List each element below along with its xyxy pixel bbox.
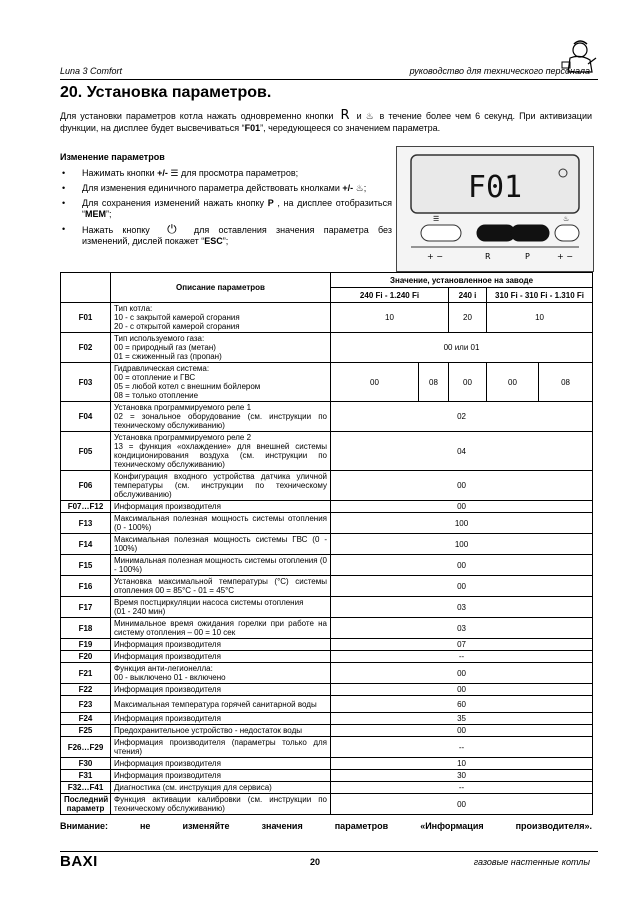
header-blank bbox=[61, 273, 111, 303]
param-value: 07 bbox=[331, 639, 593, 651]
param-value: 00 bbox=[449, 363, 487, 402]
param-value: 00 bbox=[331, 363, 419, 402]
param-description: Информация производителя bbox=[111, 713, 331, 725]
param-code: F30 bbox=[61, 758, 111, 770]
param-value: 100 bbox=[331, 534, 593, 555]
param-code: F05 bbox=[61, 432, 111, 471]
param-description: Информация производителя bbox=[111, 684, 331, 696]
table-row bbox=[61, 782, 593, 794]
param-code: F14 bbox=[61, 534, 111, 555]
p-button bbox=[511, 225, 549, 241]
param-description: Минимальная полезная мощность системы отопления (0 - 100%) bbox=[111, 555, 331, 576]
param-description: Время постциркуляции насоса системы отопления (01 - 240 мин) bbox=[111, 597, 331, 618]
warning-word: производителя». bbox=[515, 821, 592, 831]
warning-word: параметров bbox=[334, 821, 389, 831]
list-item bbox=[60, 224, 392, 247]
bullet-text: ”; bbox=[222, 236, 229, 246]
p-label: P bbox=[525, 252, 530, 261]
param-value: 00 bbox=[331, 725, 593, 737]
param-value: 00 bbox=[331, 663, 593, 684]
param-code: Последний параметр bbox=[61, 794, 111, 815]
table-row bbox=[61, 794, 593, 815]
table-row bbox=[61, 713, 593, 725]
param-code: F20 bbox=[61, 651, 111, 663]
subhead: Изменение параметров bbox=[60, 152, 165, 162]
tap-icon: ♨ bbox=[563, 215, 570, 223]
header-factory: Значение, установленное на заводе bbox=[331, 273, 593, 288]
table-row bbox=[61, 758, 593, 770]
tap-icon: ♨ bbox=[365, 111, 376, 121]
warning-word: изменяйте bbox=[182, 821, 230, 831]
table-row bbox=[61, 639, 593, 651]
radiator-icon: ☰ bbox=[433, 215, 440, 223]
mascot-icon bbox=[558, 38, 598, 76]
bullet-text: Для сохранения изменений нажать кнопку bbox=[82, 198, 265, 208]
param-value: 00 или 01 bbox=[331, 333, 593, 363]
param-code: F17 bbox=[61, 597, 111, 618]
param-description: Функция анти-легионелла: 00 - выключено 01 - включено bbox=[111, 663, 331, 684]
footer-rule bbox=[60, 851, 598, 852]
param-value: 00 bbox=[331, 576, 593, 597]
intro-text-1: Для установки параметров котла нажать одновременно кнопки bbox=[60, 111, 334, 121]
param-code: F02 bbox=[61, 333, 111, 363]
table-row bbox=[61, 684, 593, 696]
param-code: F07…F12 bbox=[61, 501, 111, 513]
param-value: 30 bbox=[331, 770, 593, 782]
param-value: 00 bbox=[487, 363, 539, 402]
minus-label: + − bbox=[427, 252, 443, 261]
header-rule bbox=[60, 79, 598, 80]
table-row bbox=[61, 725, 593, 737]
param-description: Тип используемого газа: 00 = природный газ (метан) 01 = сжиженный газ (пропан) bbox=[111, 333, 331, 363]
param-description: Максимальная полезная мощность системы отопления (0 - 100%) bbox=[111, 513, 331, 534]
warning-word: «Информация bbox=[420, 821, 484, 831]
param-description: Тип котла: 10 - с закрытой камерой сгорания 20 - с открытой камерой сгорания bbox=[111, 303, 331, 333]
param-description: Информация производителя bbox=[111, 501, 331, 513]
param-code: F16 bbox=[61, 576, 111, 597]
header-left: Luna 3 Comfort bbox=[60, 66, 123, 76]
header-col2: 240 i bbox=[449, 288, 487, 303]
table-row bbox=[61, 597, 593, 618]
intro-and: и bbox=[356, 111, 362, 121]
param-description: Информация производителя bbox=[111, 758, 331, 770]
table-row bbox=[61, 770, 593, 782]
param-description: Диагностика (см. инструкция для сервиса) bbox=[111, 782, 331, 794]
warning-word: Внимание: bbox=[60, 821, 108, 831]
table-row bbox=[61, 651, 593, 663]
parameters-table bbox=[60, 272, 593, 815]
bullet-key: ESC bbox=[204, 236, 223, 246]
param-description: Конфигурация входного устройства датчика уличной температуры (см. инструкции по техническому обслуживанию) bbox=[111, 471, 331, 501]
param-code: F24 bbox=[61, 713, 111, 725]
bullet-key: P bbox=[267, 198, 274, 208]
intro-text-3: ”, чередующееся со значением параметра. bbox=[260, 123, 441, 133]
warning-word: не bbox=[140, 821, 151, 831]
param-code: F04 bbox=[61, 402, 111, 432]
r-button bbox=[477, 225, 515, 241]
param-value: 00 bbox=[331, 501, 593, 513]
bullet-text: для оставления значения параметра без изменений, дислей покажет “ bbox=[82, 225, 392, 246]
bullet-text: ; bbox=[363, 183, 367, 193]
table-row bbox=[61, 534, 593, 555]
param-code: F13 bbox=[61, 513, 111, 534]
param-description: Максимальная полезная мощность системы ГВС (0 - 100%) bbox=[111, 534, 331, 555]
table-row bbox=[61, 513, 593, 534]
bullet-text: , на дисплее отобразиться “ bbox=[82, 198, 392, 219]
display-text: F01 bbox=[467, 170, 523, 205]
table-row bbox=[61, 303, 593, 333]
param-value: 00 bbox=[331, 555, 593, 576]
param-value: 08 bbox=[419, 363, 449, 402]
instruction-list bbox=[60, 168, 392, 251]
param-description: Информация производителя bbox=[111, 770, 331, 782]
param-value: 08 bbox=[539, 363, 593, 402]
bullet-text: Для изменения единичного параметра действовать кнолками bbox=[82, 183, 340, 193]
param-value: 10 bbox=[487, 303, 593, 333]
key-r-icon: R bbox=[340, 108, 350, 123]
param-code: F03 bbox=[61, 363, 111, 402]
table-row bbox=[61, 363, 593, 402]
bullet-text: Нажать кнопку bbox=[82, 225, 150, 235]
param-value: 03 bbox=[331, 618, 593, 639]
bullet-key: +/- bbox=[342, 183, 354, 193]
bullet-key: +/- bbox=[157, 168, 168, 178]
param-code: F31 bbox=[61, 770, 111, 782]
table-row bbox=[61, 333, 593, 363]
header-description: Описание параметров bbox=[111, 273, 331, 303]
param-code: F15 bbox=[61, 555, 111, 576]
footer-right: газовые настенные котлы bbox=[473, 857, 590, 867]
r-label: R bbox=[485, 252, 491, 261]
param-code: F01 bbox=[61, 303, 111, 333]
param-description: Установка программируемого реле 2 13 = функция «охлаждение» для внешней системы кондиционирования воздуха (см. инструкции по техническому обслуживанию) bbox=[111, 432, 331, 471]
param-value: 00 bbox=[331, 471, 593, 501]
heating-button bbox=[421, 225, 461, 241]
param-description: Установка программируемого реле 1 02 = зональное оборудование (см. инструкции по техническому обслуживанию) bbox=[111, 402, 331, 432]
intro-text-2: в течение более чем 6 секунд. При активизации функции, на дисплее будет высвечиваться “ bbox=[60, 111, 592, 133]
list-item bbox=[60, 183, 392, 194]
table-row bbox=[61, 501, 593, 513]
control-panel-illustration bbox=[396, 146, 594, 272]
param-code: F22 bbox=[61, 684, 111, 696]
param-description: Установка максимальной температуры (°C) системы отопления 00 = 85°C - 01 = 45°C bbox=[111, 576, 331, 597]
dhw-button bbox=[555, 225, 579, 241]
warning-word: значения bbox=[261, 821, 303, 831]
param-description: Гидравлическая система: 00 = отопление и ГВС 05 = любой котел с внешним бойлером 08 = только отопление bbox=[111, 363, 331, 402]
param-value: 00 bbox=[331, 794, 593, 815]
intro-paragraph bbox=[60, 110, 592, 134]
param-code: F26…F29 bbox=[61, 737, 111, 758]
param-value: 10 bbox=[331, 303, 449, 333]
param-value: 10 bbox=[331, 758, 593, 770]
table-header-row bbox=[61, 273, 593, 288]
page-number: 20 bbox=[310, 857, 321, 867]
list-item bbox=[60, 168, 392, 179]
radiator-icon: ☰ bbox=[170, 168, 179, 178]
table-row bbox=[61, 576, 593, 597]
param-value: 35 bbox=[331, 713, 593, 725]
param-code: F19 bbox=[61, 639, 111, 651]
param-code: F21 bbox=[61, 663, 111, 684]
param-description: Функция активации калибровки (см. инструкции по техническому обслуживанию) bbox=[111, 794, 331, 815]
bullet-text: ”; bbox=[106, 209, 112, 219]
power-icon: ⏻ bbox=[167, 222, 177, 236]
table-row bbox=[61, 696, 593, 713]
param-value: 02 bbox=[331, 402, 593, 432]
control-panel-drawing bbox=[397, 147, 593, 271]
param-value: 03 bbox=[331, 597, 593, 618]
param-value: 20 bbox=[449, 303, 487, 333]
bullet-key: MEM bbox=[85, 209, 106, 219]
table-row bbox=[61, 663, 593, 684]
bullet-text: Нажимать кнопки bbox=[82, 168, 155, 178]
param-value: 04 bbox=[331, 432, 593, 471]
param-value: 100 bbox=[331, 513, 593, 534]
param-description: Максимальная температура горячей санитарной воды bbox=[111, 696, 331, 713]
param-code: F18 bbox=[61, 618, 111, 639]
param-description: Предохранительное устройство - недостаток воды bbox=[111, 725, 331, 737]
table-row bbox=[61, 471, 593, 501]
table-row bbox=[61, 737, 593, 758]
plus-label: + − bbox=[557, 252, 573, 261]
param-value: 00 bbox=[331, 684, 593, 696]
header-col3: 310 Fi - 310 Fi - 1.310 Fi bbox=[487, 288, 593, 303]
param-code: F32…F41 bbox=[61, 782, 111, 794]
header-right: руководство для технического персонала bbox=[409, 66, 590, 76]
table-row bbox=[61, 432, 593, 471]
table-row bbox=[61, 402, 593, 432]
param-description: Минимальное время ожидания горелки при работе на систему отопления – 00 = 10 сек bbox=[111, 618, 331, 639]
page-title: 20. Установка параметров. bbox=[60, 84, 272, 101]
param-code: F06 bbox=[61, 471, 111, 501]
param-code: F25 bbox=[61, 725, 111, 737]
param-value: -- bbox=[331, 737, 593, 758]
table-row bbox=[61, 555, 593, 576]
param-value: 60 bbox=[331, 696, 593, 713]
list-item bbox=[60, 198, 392, 220]
warning-line bbox=[60, 821, 592, 831]
param-description: Информация производителя (параметры только для чтения) bbox=[111, 737, 331, 758]
param-value: -- bbox=[331, 782, 593, 794]
table-row bbox=[61, 618, 593, 639]
brand-logo: BAXI bbox=[60, 853, 98, 870]
param-description: Информация производителя bbox=[111, 651, 331, 663]
param-code: F23 bbox=[61, 696, 111, 713]
header-col1: 240 Fi - 1.240 Fi bbox=[331, 288, 449, 303]
param-value: -- bbox=[331, 651, 593, 663]
param-description: Информация производителя bbox=[111, 639, 331, 651]
tap-icon: ♨ bbox=[355, 183, 364, 193]
bullet-text: для просмотра параметров; bbox=[181, 168, 299, 178]
intro-code: F01 bbox=[244, 123, 261, 133]
